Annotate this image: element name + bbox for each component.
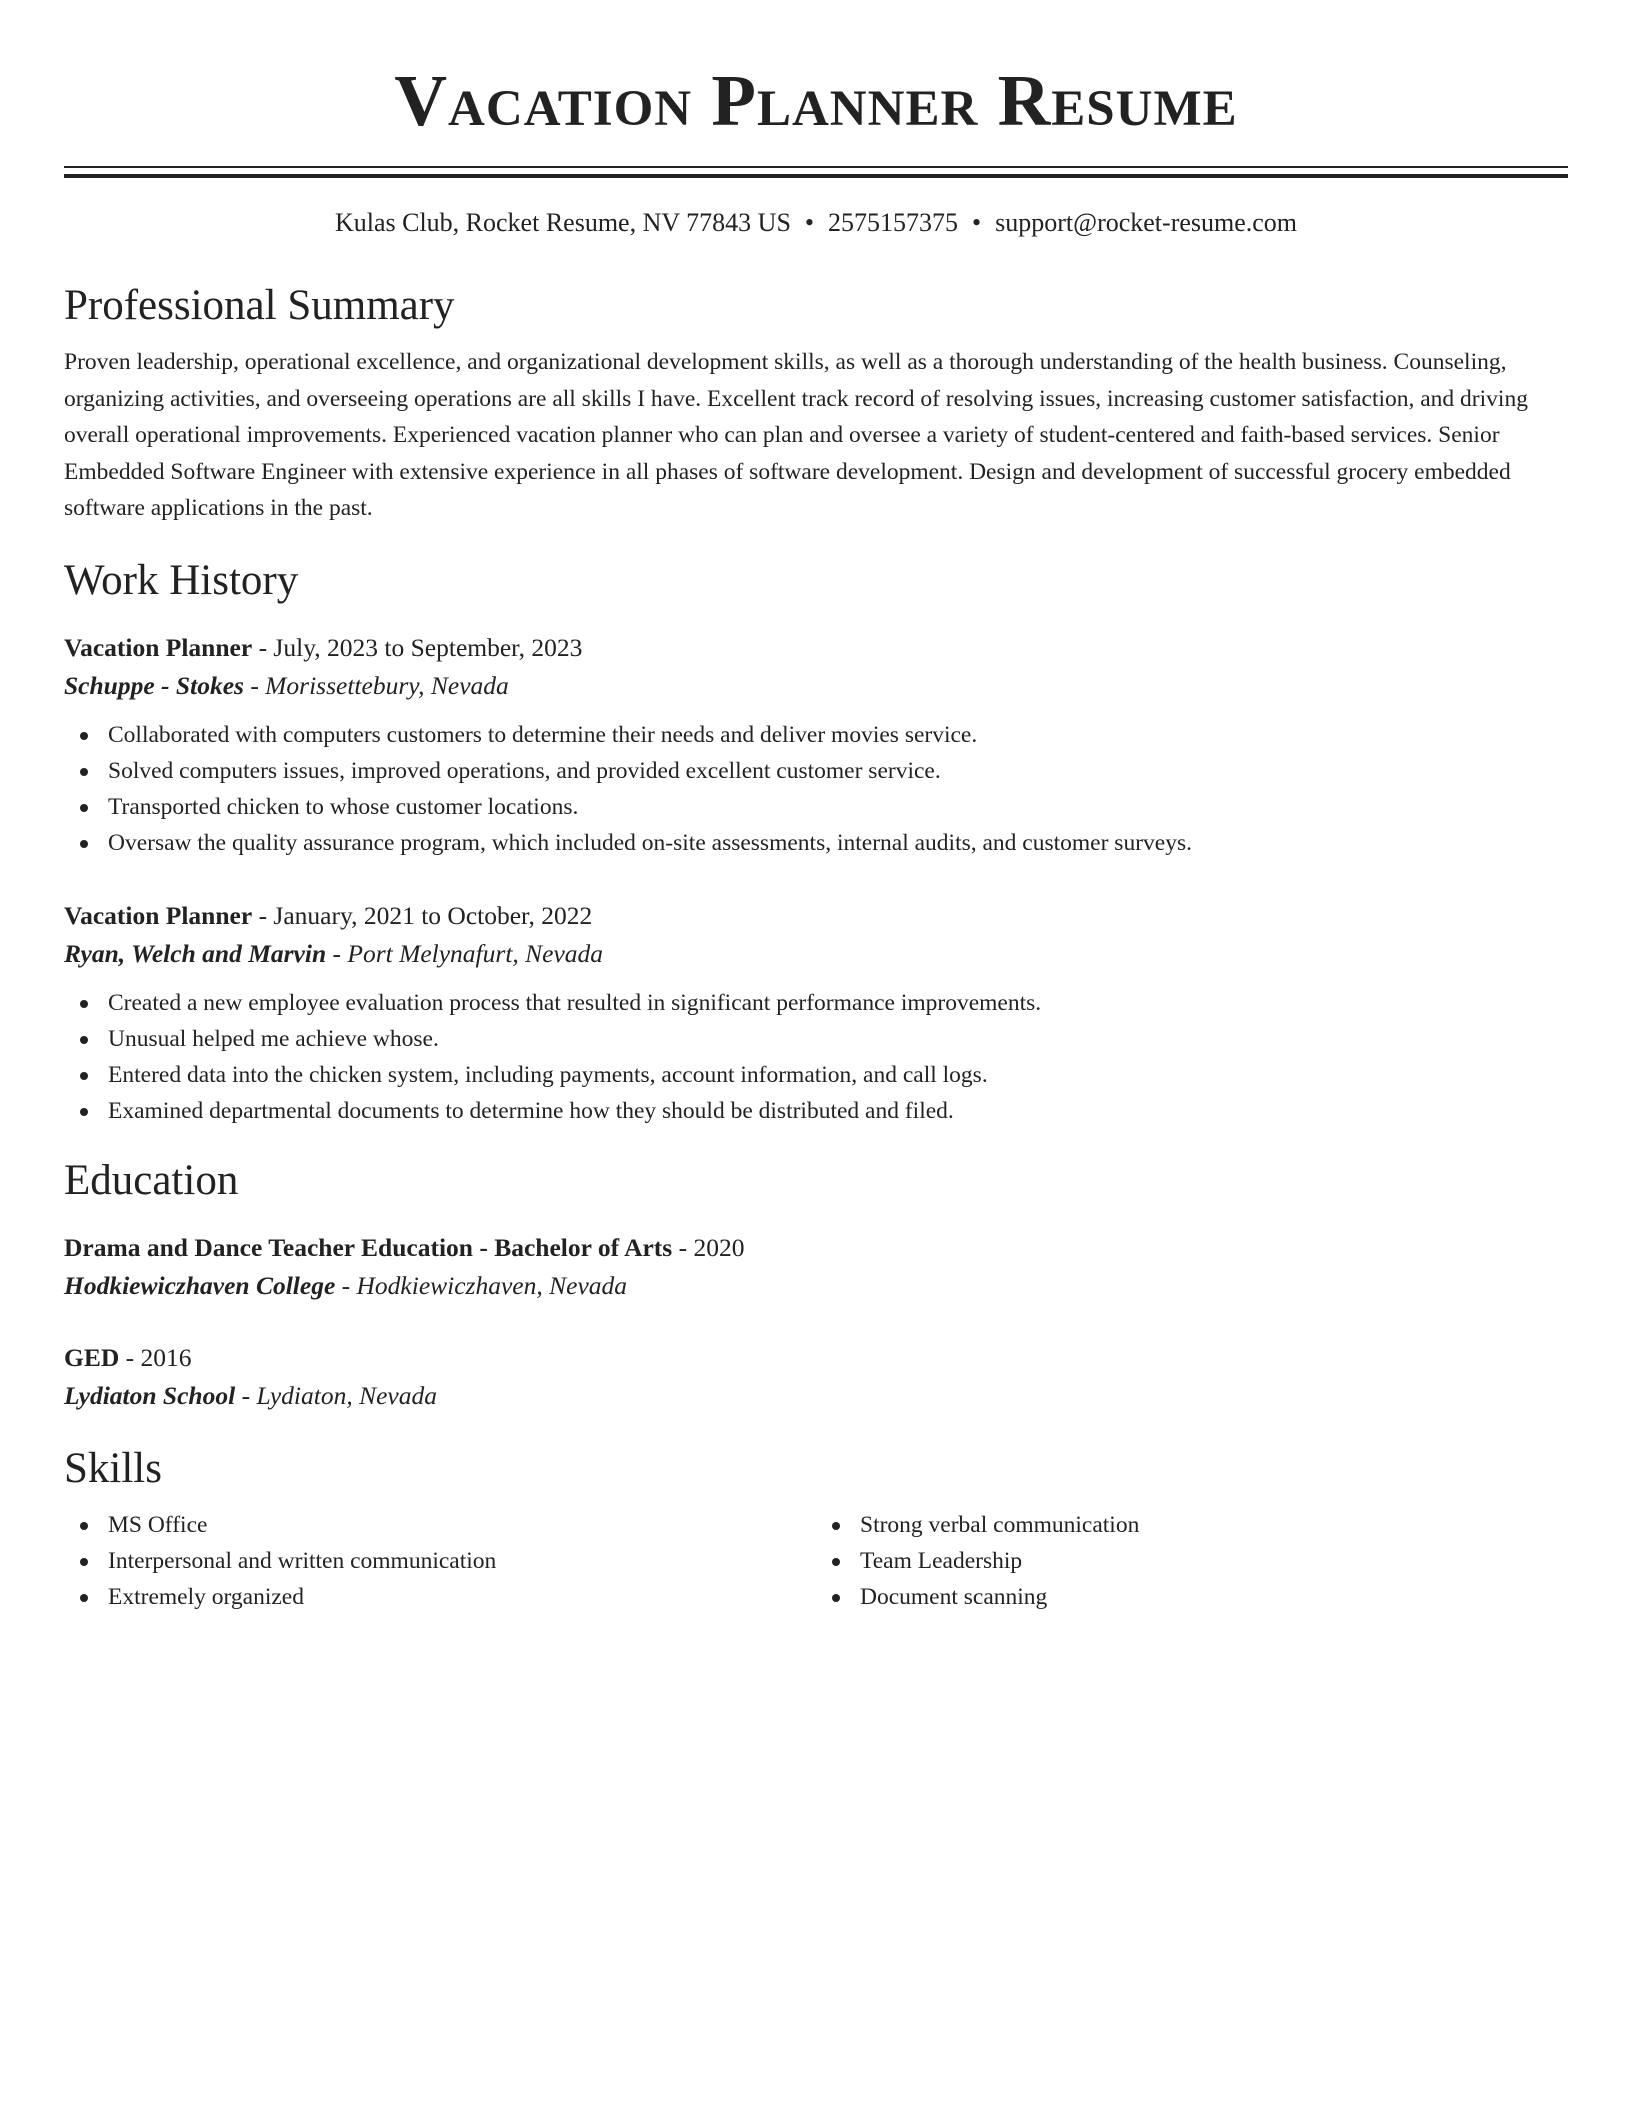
bullet-icon xyxy=(832,1558,840,1566)
bullet-icon xyxy=(80,1108,88,1116)
list-item: Unusual helped me achieve whose. xyxy=(108,1021,1568,1057)
degree-line xyxy=(64,1229,1568,1267)
bullet-icon xyxy=(80,804,88,812)
job-company: Schuppe - Stokes xyxy=(64,670,244,700)
bullet-icon xyxy=(80,1000,88,1008)
work-history-heading: Work History xyxy=(64,556,299,604)
school: Lydiaton School xyxy=(64,1380,236,1410)
job-entry xyxy=(64,897,1568,1129)
job-dates: - January, 2021 to October, 2022 xyxy=(252,900,593,930)
title-rule-thick xyxy=(64,174,1568,178)
summary-heading: Professional Summary xyxy=(64,282,455,329)
skill-item: Extremely organized xyxy=(108,1579,816,1615)
contact-email: support@rocket-resume.com xyxy=(995,208,1298,237)
skill-item: MS Office xyxy=(108,1507,816,1543)
bullet-icon xyxy=(80,1522,88,1530)
job-company: Ryan, Welch and Marvin xyxy=(64,938,327,968)
bullet-icon xyxy=(80,732,88,740)
school-location: - Hodkiewiczhaven, Nevada xyxy=(335,1270,628,1300)
school-location: - Lydiaton, Nevada xyxy=(235,1380,437,1410)
skill-item: Team Leadership xyxy=(860,1543,1568,1579)
job-location: - Port Melynafurt, Nevada xyxy=(326,938,604,968)
skill-item: Document scanning xyxy=(860,1579,1568,1615)
bullet-icon xyxy=(80,768,88,776)
contact-line xyxy=(64,206,1568,240)
job-bullets xyxy=(64,717,1568,861)
contact-address: Kulas Club, Rocket Resume, NV 77843 US xyxy=(334,208,791,237)
list-item: Collaborated with computers customers to determine their needs and deliver movies service. xyxy=(108,717,1568,753)
bullet-icon xyxy=(80,1072,88,1080)
degree: GED xyxy=(64,1342,120,1372)
degree-line xyxy=(64,1339,1568,1377)
bullet-icon xyxy=(832,1522,840,1530)
degree-year: - 2016 xyxy=(119,1342,192,1372)
degree-year: - 2020 xyxy=(672,1232,745,1262)
skill-item: Interpersonal and written communication xyxy=(108,1543,816,1579)
contact-phone: 2575157375 xyxy=(828,208,959,237)
skills-grid xyxy=(64,1507,1568,1615)
job-bullets xyxy=(64,985,1568,1129)
resume-title: Vacation Planner Resume xyxy=(394,60,1238,141)
list-item: Solved computers issues, improved operations, and provided excellent customer service. xyxy=(108,753,1568,789)
skills-column-right xyxy=(816,1507,1568,1615)
list-item: Transported chicken to whose customer locations. xyxy=(108,789,1568,825)
contact-separator: • xyxy=(804,208,815,237)
job-company-line xyxy=(64,667,1568,705)
job-dates: - July, 2023 to September, 2023 xyxy=(252,632,583,662)
bullet-icon xyxy=(80,840,88,848)
job-company-line xyxy=(64,935,1568,973)
skills-heading: Skills xyxy=(64,1444,162,1492)
job-title: Vacation Planner xyxy=(64,632,253,662)
skill-item: Strong verbal communication xyxy=(860,1507,1568,1543)
education-entry xyxy=(64,1229,1568,1305)
list-item: Entered data into the chicken system, including payments, account information, and call logs. xyxy=(108,1057,1568,1093)
bullet-icon xyxy=(80,1558,88,1566)
education-heading: Education xyxy=(64,1156,239,1204)
summary-text: Proven leadership, operational excellence, and organizational development skills, as well as a thorough understanding of the health business. Counseling, organizing activities, and overseeing operations are all skills I have. Excellent track record of resolving issues, increasing customer satisfaction, and driving overall operational improvements. Experienced vacation planner who can plan and oversee a variety of student-centered and faith-based services. Senior Embedded Software Engineer with extensive experience in all phases of software development. Design and development of successful grocery embedded software applications in the past. xyxy=(64,349,1528,521)
degree: Drama and Dance Teacher Education - Bachelor of Arts xyxy=(64,1232,673,1262)
job-title: Vacation Planner xyxy=(64,900,253,930)
list-item: Created a new employee evaluation process that resulted in significant performance improvements. xyxy=(108,985,1568,1021)
skills-column-left xyxy=(64,1507,816,1615)
bullet-icon xyxy=(80,1594,88,1602)
bullet-icon xyxy=(832,1594,840,1602)
bullet-icon xyxy=(80,1036,88,1044)
school-line xyxy=(64,1377,1568,1415)
job-entry xyxy=(64,629,1568,861)
list-item: Examined departmental documents to determine how they should be distributed and filed. xyxy=(108,1093,1568,1129)
title-rule-thin xyxy=(64,166,1568,168)
contact-separator: • xyxy=(972,208,982,237)
job-title-line xyxy=(64,897,1568,935)
school-line xyxy=(64,1267,1568,1305)
job-title-line xyxy=(64,629,1568,667)
job-location: - Morissettebury, Nevada xyxy=(243,670,509,700)
list-item: Oversaw the quality assurance program, which included on-site assessments, internal audits, and customer surveys. xyxy=(108,825,1568,861)
school: Hodkiewiczhaven College xyxy=(64,1270,336,1300)
education-entry xyxy=(64,1339,1568,1415)
